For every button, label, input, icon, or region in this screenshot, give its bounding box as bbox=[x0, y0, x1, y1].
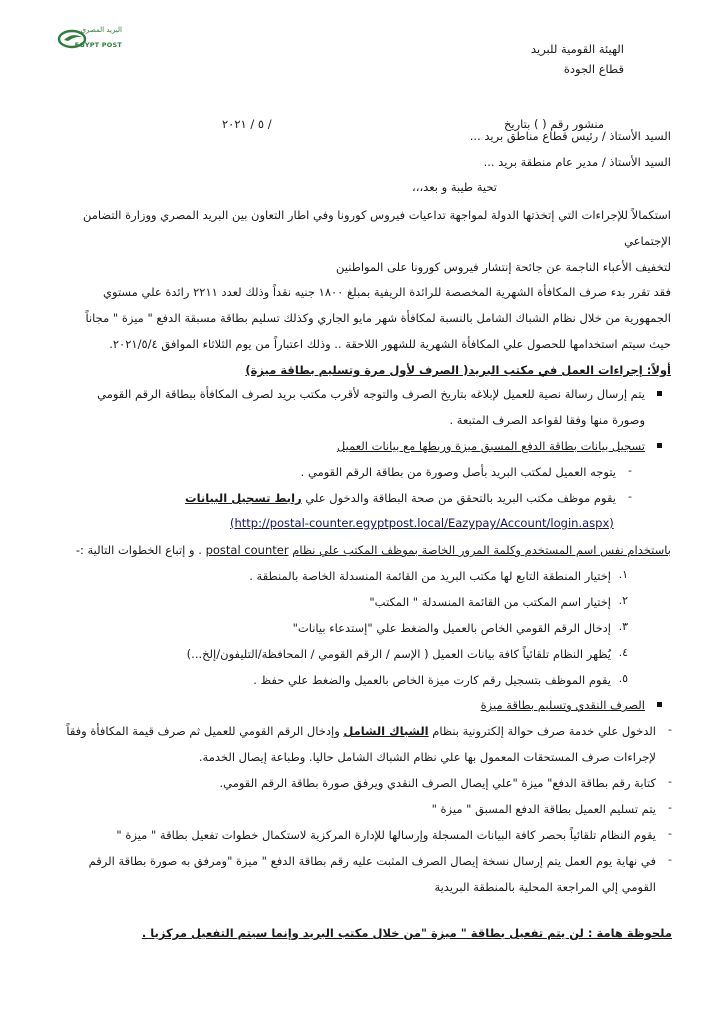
step-text: يُظهر النظام تلقائياً كافة بيانات العميل ( الإسم / الرقم القومي / المحافظة/التليفون/إلخ...) bbox=[186, 647, 611, 661]
cash-step-write-card: كتابة رقم بطاقة الدفع" ميزة "علي إيصال الصرف النقدي ويرفق صورة بطاقة الرقم القومي. bbox=[219, 776, 656, 790]
bullet-marker bbox=[657, 443, 662, 448]
step-number: ٢. bbox=[618, 594, 628, 607]
cash-step-end-of-day-line-1: في نهاية يوم العمل يتم إرسال نسخة إيصال الصرف المثبت عليه رقم بطاقة الدفع " ميزة "ومرفق به صورة بطاقة الرقم bbox=[88, 854, 656, 868]
dash-marker: - bbox=[628, 490, 632, 503]
dash-marker: - bbox=[668, 723, 672, 736]
registration-url[interactable]: (http://postal-counter.egyptpost.local/Eazypay/Account/login.aspx) bbox=[230, 516, 614, 530]
logo-english-text: EGYPT POST bbox=[74, 41, 122, 49]
bullet-marker bbox=[657, 391, 662, 396]
intro-line-1: استكمالاً للإجراءات التي إتخذتها الدولة لمواجهة تداعيات فيروس كورونا وفي اطار التعاون بين البريد المصري ووزارة التضامن bbox=[82, 208, 671, 222]
login-instruction-tail: . و إتباع الخطوات التالية :- bbox=[75, 543, 202, 557]
dash-marker: - bbox=[668, 827, 672, 840]
cash-step-deliver-card: يتم تسليم العميل بطاقة الدفع المسبق " ميزة " bbox=[431, 802, 656, 816]
intro-line-5: الجمهورية من خلال نظام الشباك الشامل بالنسبة لمكافأة شهر مايو الجاري وكذلك تسليم بطاقة مسبقة الدفع " ميزة " مجاناً bbox=[85, 311, 671, 325]
egypt-post-logo bbox=[58, 24, 122, 58]
card-step-verify-text: يقوم موظف مكتب البريد بالتحقق من صحة البطاقة والدخول علي bbox=[305, 491, 616, 505]
circular-number: منشور رقم ( ) بتاريخ bbox=[503, 117, 604, 131]
registration-link-label[interactable]: رابط تسجيل البيانات bbox=[185, 491, 302, 505]
cash-step-login-line-2: لإجراءات صرف المستحقات المعمول بها علي نظام الشباك الشامل حاليا. وطباعة إيصال الخدمة. bbox=[198, 750, 656, 764]
intro-line-6: حيث سيتم استخدامها للحصول علي المكافأة الشهرية للشهور اللاحقة .. وذلك اعتباراً من يوم الثلاثاء الموافق ٢٠٢١/٥/٤. bbox=[109, 337, 671, 351]
intro-line-2: الإجتماعي bbox=[624, 234, 671, 248]
cash-step-system-send: يقوم النظام تلقائياً بحصر كافة البيانات المسجلة وإرسالها للإدارة المركزية لاستكمال خطوات تفعيل بطاقة " ميزة " bbox=[116, 828, 656, 842]
login-instruction-text: باستخدام نفس اسم المستخدم وكلمة المرور الخاصة بموظف المكتب علي نظام bbox=[292, 543, 671, 557]
section-1-bullet-line-1: يتم إرسال رسالة نصية للعميل لإبلاغه بتاريخ الصرف والتوجه لأقرب مكتب بريد لصرف المكافأة ببطاقة الرقم القومي bbox=[97, 387, 645, 401]
card-step-verify bbox=[185, 490, 616, 506]
step-text: إدخال الرقم القومي الخاص بالعميل والضغط علي "إستدعاء بيانات" bbox=[292, 621, 611, 635]
greeting: تحية طيبة و بعد،،، bbox=[412, 180, 497, 194]
dash-marker: - bbox=[628, 464, 632, 477]
subhead-card-registration: تسجيل بيانات بطاقة الدفع المسبق ميزة وربطها مع بيانات العميل bbox=[336, 439, 645, 453]
step-number: ٤. bbox=[618, 646, 628, 659]
step-number: ١. bbox=[618, 568, 628, 581]
cash-step-login-c: وإدخال الرقم القومي للعميل ثم صرف قيمة المكافأة وفقاً bbox=[66, 724, 340, 738]
cash-step-login-a: الدخول علي خدمة صرف حوالة إلكترونية بنظام bbox=[432, 724, 656, 738]
bullet-marker bbox=[657, 702, 662, 707]
recipient-1: السيد الأستاذ / رئيس قطاع مناطق بريد ... bbox=[469, 129, 671, 143]
dash-marker: - bbox=[668, 801, 672, 814]
section-1-bullet-line-2: وصورة منها وفقا لقواعد الصرف المتبعة . bbox=[449, 413, 645, 427]
cash-step-login bbox=[66, 723, 656, 739]
postal-counter-system: postal counter bbox=[205, 543, 289, 557]
org-name: الهيئة القومية للبريد bbox=[530, 42, 624, 56]
dash-marker: - bbox=[668, 853, 672, 866]
circular-date: / ٥ / ٢٠٢١ bbox=[222, 117, 272, 131]
step-number: ٣. bbox=[618, 620, 628, 633]
section-1-title: أولاً: إجراءات العمل في مكتب البريد( الصرف لأول مرة وتسليم بطاقة ميزة) bbox=[245, 363, 671, 377]
subhead-cash-disbursement: الصرف النقدي وتسليم بطاقة ميزة bbox=[480, 698, 645, 712]
login-instruction bbox=[76, 542, 671, 558]
step-text: إختيار اسم المكتب من القائمة المنسدلة " المكتب" bbox=[369, 595, 611, 609]
step-text: إختيار المنطقة التابع لها مكتب البريد من القائمة المنسدلة الخاصة بالمنطقة . bbox=[249, 569, 611, 583]
important-note: ملحوظة هامة : لن يتم تفعيل بطاقة " ميزة "من خلال مكتب البريد وإنما سيتم التفعيل مركزيا . bbox=[141, 926, 672, 940]
intro-line-3: لتخفيف الأعباء الناجمة عن جائحة إنتشار فيروس كورونا على المواطنين bbox=[336, 260, 671, 274]
cash-step-end-of-day-line-2: القومي إلي المراجعة المحلية بالمنطقة البريدية bbox=[434, 880, 656, 894]
cash-step-login-system: الشباك الشامل bbox=[343, 724, 429, 738]
step-number: ٥. bbox=[618, 672, 628, 685]
card-step-visit: يتوجه العميل لمكتب البريد بأصل وصورة من بطاقة الرقم القومي . bbox=[300, 465, 616, 479]
intro-line-4: فقد تقرر بدء صرف المكافأة الشهرية المخصصة للرائدة الريفية بمبلغ ١٨٠٠ جنيه نقداً وذلك لعدد ٢٢١١ رائدة علي مستوي bbox=[103, 285, 671, 299]
org-department: قطاع الجودة bbox=[563, 62, 624, 76]
dash-marker: - bbox=[668, 775, 672, 788]
recipient-2: السيد الأستاذ / مدير عام منطقة بريد ... bbox=[483, 155, 671, 169]
step-text: يقوم الموظف بتسجيل رقم كارت ميزة الخاص بالعميل والضغط علي حفظ . bbox=[253, 673, 611, 687]
logo-arabic-text: البريد المصري bbox=[80, 26, 122, 34]
